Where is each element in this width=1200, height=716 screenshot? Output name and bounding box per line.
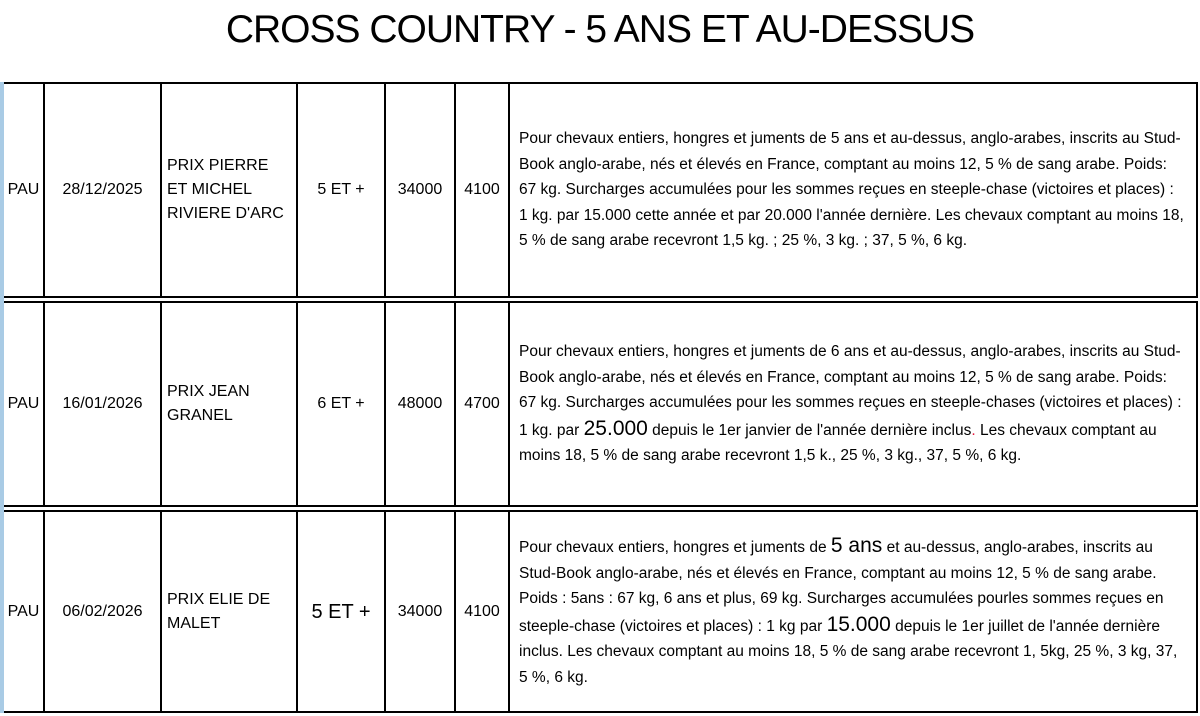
conditions-cell (510, 512, 1196, 711)
condition-text-segment: 15.000 (826, 612, 891, 636)
race-name-cell: PRIX JEAN GRANEL (162, 303, 298, 505)
condition-text-segment: depuis le 1er juillet de l'année dernière inclus. Les chevaux comptant au moins 18, 5 % de sang arabe recevront 1, 5kg, 25 %, 3 kg, 37, 5 %, 6 kg. (519, 617, 1178, 686)
conditions-cell (510, 303, 1196, 505)
condition-text-segment: Les chevaux comptant au moins 18, 5 % de sang arabe recevront 1,5 k., 25 %, 3 kg., 37, 5 %, 6 kg. (519, 421, 1157, 465)
rows-container (0, 82, 1198, 713)
condition-text-segment: . (971, 421, 976, 439)
condition-text-segment: 25.000 (583, 416, 648, 440)
condition-text-segment: Pour chevaux entiers, hongres et juments de 6 ans et au-dessus, anglo-arabes, inscrits au Stud-Book anglo-arabe, nés et élevés en France, comptant au moins 12, 5 % de sang arabe. Poids: 67 kg. Surcharges accumulées pour les sommes reçues en steeple-chases (victoires et places) : 1 kg. par (519, 343, 1182, 439)
allocation-cell: 34000 (386, 84, 456, 296)
date-cell: 28/12/2025 (45, 84, 162, 296)
condition-text-segment: et au-dessus, anglo-arabes, inscrits au Stud-Book anglo-arabe, nés et élevés en France, comptant au moins 12, 5 % de sang arabe. Poids : 5ans : 67 kg, 6 ans et plus, 69 kg. Surcharges accumulées pourles sommes reçues en steeple-chase (victoires et places) : 1 kg par (519, 539, 1164, 635)
age-condition-cell: 6 ET + (298, 303, 386, 505)
age-condition-cell: 5 ET + (298, 84, 386, 296)
entry-fee-cell: 4100 (456, 512, 510, 711)
conditions-cell (510, 84, 1196, 296)
condition-text-segment: 5 ans (830, 534, 883, 557)
track-cell: PAU (4, 303, 45, 505)
condition-text-segment: Pour chevaux entiers, hongres et juments de (519, 539, 831, 556)
date-cell: 06/02/2026 (45, 512, 162, 711)
condition-text-segment: Pour chevaux entiers, hongres et juments de 5 ans et au-dessus, anglo-arabes, inscrits au Stud-Book anglo-arabe, nés et élevés en France, comptant au moins 12, 5 % de sang arabe. Poids: 67 kg. Surcharges accumulées pour les sommes reçues en steeple-chase (victoires et places) : 1 kg. par 15.000 cette année et par 20.000 l'année dernière. Les chevaux comptant au moins 18, 5 % de sang arabe recevront 1,5 kg. ; 25 %, 3 kg. ; 37, 5 %, 6 kg. (519, 130, 1184, 250)
conditions-text (519, 533, 1184, 690)
date-cell: 16/01/2026 (45, 303, 162, 505)
race-name-cell: PRIX PIERRE ET MICHEL RIVIERE D'ARC (162, 84, 298, 296)
allocation-cell: 48000 (386, 303, 456, 505)
entry-fee-cell: 4700 (456, 303, 510, 505)
conditions-table (0, 82, 1198, 713)
allocation-cell: 34000 (386, 512, 456, 711)
race-name-cell: PRIX ELIE DE MALET (162, 512, 298, 711)
race-row (4, 510, 1198, 713)
entry-fee-cell: 4100 (456, 84, 510, 296)
conditions-text (519, 339, 1184, 469)
age-condition-cell: 5 ET + (298, 512, 386, 711)
track-cell: PAU (4, 512, 45, 711)
race-row (4, 301, 1198, 507)
condition-text-segment: depuis le 1er janvier de l'année dernière inclus (647, 421, 972, 439)
track-cell: PAU (4, 84, 45, 296)
conditions-text (519, 126, 1184, 254)
left-accent-strip (0, 82, 4, 713)
race-row (4, 82, 1198, 298)
page-title: CROSS COUNTRY - 5 ANS ET AU-DESSUS (225, 8, 975, 51)
